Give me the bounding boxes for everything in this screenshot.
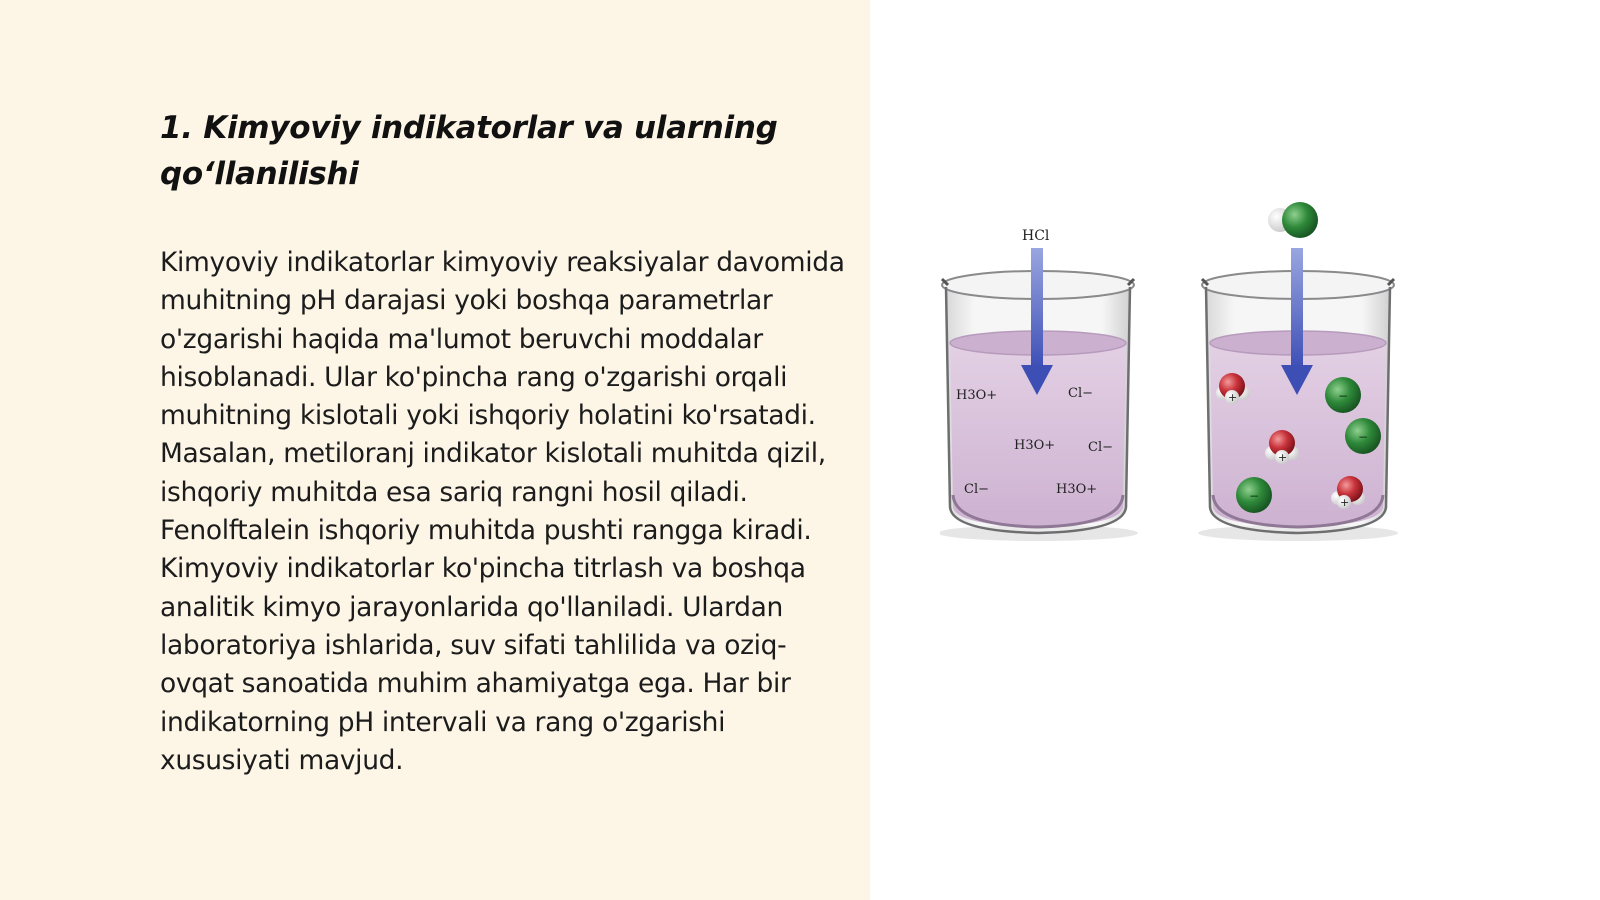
svg-text:−: − (1358, 430, 1369, 444)
right-beaker (1198, 202, 1398, 541)
chloride-ion-icon (1345, 418, 1381, 454)
ion-label: H3O+ (1056, 482, 1098, 497)
ion-label: H3O+ (1014, 438, 1056, 453)
ion-label: Cl− (1088, 440, 1113, 455)
svg-text:+: + (1340, 496, 1350, 509)
slide-body-text: Kimyoviy indikatorlar kimyoviy reaksiyalar davomida muhitning pH darajasi yoki boshqa parametrlar o'zgarishi haqida ma'lumot beruvchi moddalar hisoblanadi. Ular ko'pincha rang o'zgarishi orqali muhitning kislotali yoki ishqoriy holatini ko'rsatadi. Masalan, metiloranj indikator kislotali muhitda qizil, ishqoriy muhitda esa sariq rangni hosil qiladi. Fenolftalein ishqoriy muhitda pushti rangga kiradi. Kimyoviy indikatorlar ko'pincha titrlash va boshqa analitik kimyo jarayonlarida qo'llaniladi. Ulardan laboratoriya ishlarida, suv sifati tahlilida va oziq-ovqat sanoatida muhim ahamiyatga ega. Har bir indikatorning pH intervali va rang o'zgarishi xususiyati mavjud. (160, 247, 845, 776)
down-arrow (1031, 248, 1043, 368)
chloride-ion-icon (1325, 377, 1361, 413)
ion-label: Cl− (964, 482, 989, 497)
svg-text:−: − (1338, 389, 1349, 403)
svg-text:+: + (1278, 451, 1288, 464)
svg-text:+: + (1228, 391, 1238, 404)
beakers-illustration (940, 195, 1460, 555)
ion-label: H3O+ (956, 388, 998, 403)
ion-label: Cl− (1068, 386, 1093, 401)
hcl-label: HCl (1022, 228, 1050, 244)
svg-text:−: − (1249, 489, 1260, 503)
down-arrow (1291, 248, 1303, 368)
left-beaker (940, 228, 1138, 541)
slide-title: 1. Kimyoviy indikatorlar va ularning qo‘llanilishi (160, 110, 778, 192)
chloride-ion-icon (1236, 477, 1272, 513)
hcl-molecule-icon (1268, 202, 1318, 238)
